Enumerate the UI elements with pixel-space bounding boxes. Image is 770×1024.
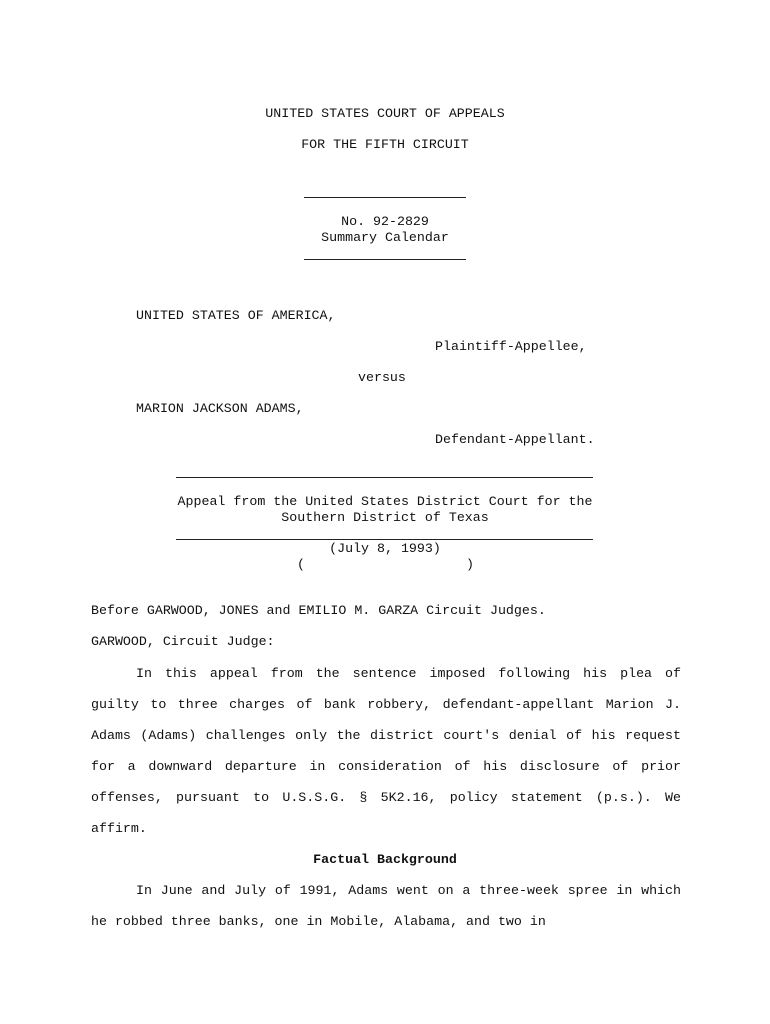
intro-text: In this appeal from the sentence imposed following his plea of guilty to three charges of bank robbery, defendant-appellant Marion J. Adams (Adams) challenges only the district court's denial of his request for a downward departure in consideration of his disclosure of prior offenses, pursuant to U.S.S.G. § 5K2.16, policy statement (p.s.). We affirm. — [91, 666, 681, 836]
plaintiff-name: UNITED STATES OF AMERICA, — [136, 308, 336, 323]
paren-close: ) — [466, 557, 474, 572]
appeal-line-2: Southern District of Texas — [281, 510, 489, 525]
defendant-name: MARION JACKSON ADAMS, — [136, 401, 304, 416]
background-paragraph — [91, 875, 681, 937]
versus-label: versus — [358, 370, 406, 385]
docket-calendar: Summary Calendar — [321, 230, 449, 245]
background-text: In June and July of 1991, Adams went on a three-week spree in which he robbed three banks, one in Mobile, Alabama, and two in — [91, 883, 681, 929]
intro-paragraph — [91, 658, 681, 844]
plaintiff-role: Plaintiff-Appellee, — [435, 339, 587, 354]
decision-date: (July 8, 1993) — [329, 541, 441, 556]
author-line: GARWOOD, Circuit Judge: — [91, 634, 275, 649]
paren-open: ( — [297, 557, 305, 572]
appeal-line-1: Appeal from the United States District Court for the — [177, 494, 593, 509]
docket-number: No. 92-2829 — [341, 214, 429, 229]
appeal-top-rule — [176, 477, 593, 478]
court-name: UNITED STATES COURT OF APPEALS — [265, 106, 505, 121]
panel-line: Before GARWOOD, JONES and EMILIO M. GARZA Circuit Judges. — [91, 603, 546, 618]
docket-top-rule — [304, 197, 466, 198]
docket-bottom-rule — [304, 259, 466, 260]
section-heading: Factual Background — [313, 852, 457, 867]
court-circuit: FOR THE FIFTH CIRCUIT — [301, 137, 469, 152]
defendant-role: Defendant-Appellant. — [435, 432, 595, 447]
appeal-bottom-rule — [176, 539, 593, 540]
